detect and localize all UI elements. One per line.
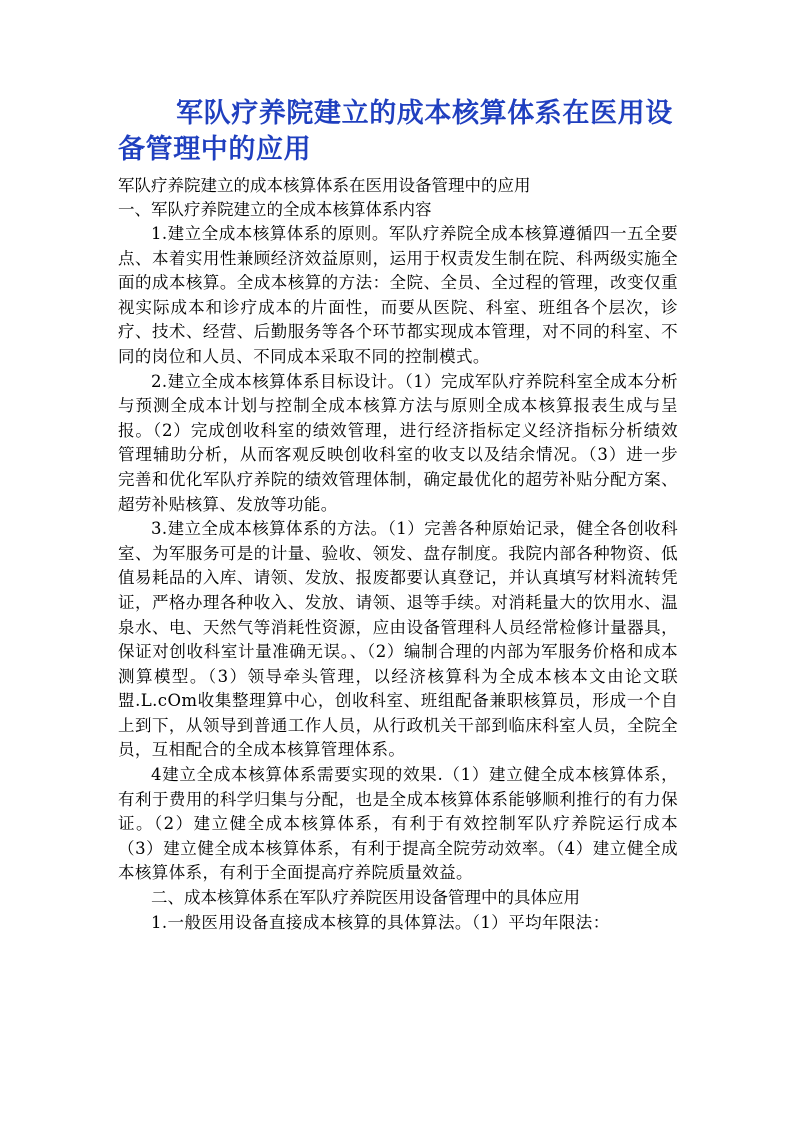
- document-subtitle: 军队疗养院建立的成本核算体系在医用设备管理中的应用: [118, 176, 531, 195]
- paragraph-goals: 2.建立全成本核算体系目标设计。（1）完成军队疗养院科室全成本分析与预测全成本计划与控制全成本核算方法与原则全成本核算报表生成与呈报。（2）完成创收科室的绩效管理，进行经济指标定义经济指标分析绩效管理辅助分析，从而客观反映创收科室的收支以及结余情况。（3）进一步完善和优化军队疗养院的绩效管理体制，确定最优化的超劳补贴分配方案、超劳补贴核算、发放等功能。: [118, 371, 678, 514]
- paragraph-calculation: 1.一般医用设备直接成本核算的具体算法。（1）平均年限法：: [151, 912, 610, 932]
- section-heading-1: 一、军队疗养院建立的全成本核算体系内容: [118, 200, 432, 219]
- document-page: [118, 96, 678, 935]
- paragraph-effects: 4建立全成本核算体系需要实现的效果.（1）建立健全成本核算体系，有利于费用的科学归集与分配，也是全成本核算体系能够顺利推行的有力保证。（2）建立健全成本核算体系，有利于有效控制军队疗养院运行成本（3）建立健全成本核算体系，有利于提高全院劳动效率。（4）建立健全成本核算体系，有利于全面提高疗养院质量效益。: [118, 765, 678, 883]
- document-title: 军队疗养院建立的成本核算体系在医用设备管理中的应用: [118, 98, 673, 165]
- paragraph-principles: 1.建立全成本核算体系的原则。军队疗养院全成本核算遵循四一五全要点、本着实用性兼顾经济效益原则，运用于权责发生制在院、科两级实施全面的成本核算。全成本核算的方法：全院、全员、全过程的管理，改变仅重视实际成本和诊疗成本的片面性，而要从医院、科室、班组各个层次，诊疗、技术、经营、后勤服务等各个环节都实现成本管理，对不同的科室、不同的岗位和人员、不同成本采取不同的控制模式。: [118, 224, 678, 366]
- section-heading-2: 二、成本核算体系在军队疗养院医用设备管理中的具体应用: [151, 888, 580, 908]
- paragraph-methods: 3.建立全成本核算体系的方法。（1）完善各种原始记录，健全各创收科室、为军服务可是的计量、验收、领发、盘存制度。我院内部各种物资、低值易耗品的入库、请领、发放、报废都要认真登记，并认真填写材料流转凭证，严格办理各种收入、发放、请领、退等手续。对消耗量大的饮用水、温泉水、电、天然气等消耗性资源，应由设备管理科人员经常检修计量器具，保证对创收科室计量准确无误。、（2）编制合理的内部为军服务价格和成本测算模型。（3）领导牵头管理，以经济核算科为全成本核本文由论文联盟.L.cOm收集整理算中心，创收科室、班组配备兼职核算员，形成一个自上到下，从领导到普通工作人员，从行政机关干部到临床科室人员，全院全员，互相配合的全成本核算管理体系。: [118, 519, 678, 760]
